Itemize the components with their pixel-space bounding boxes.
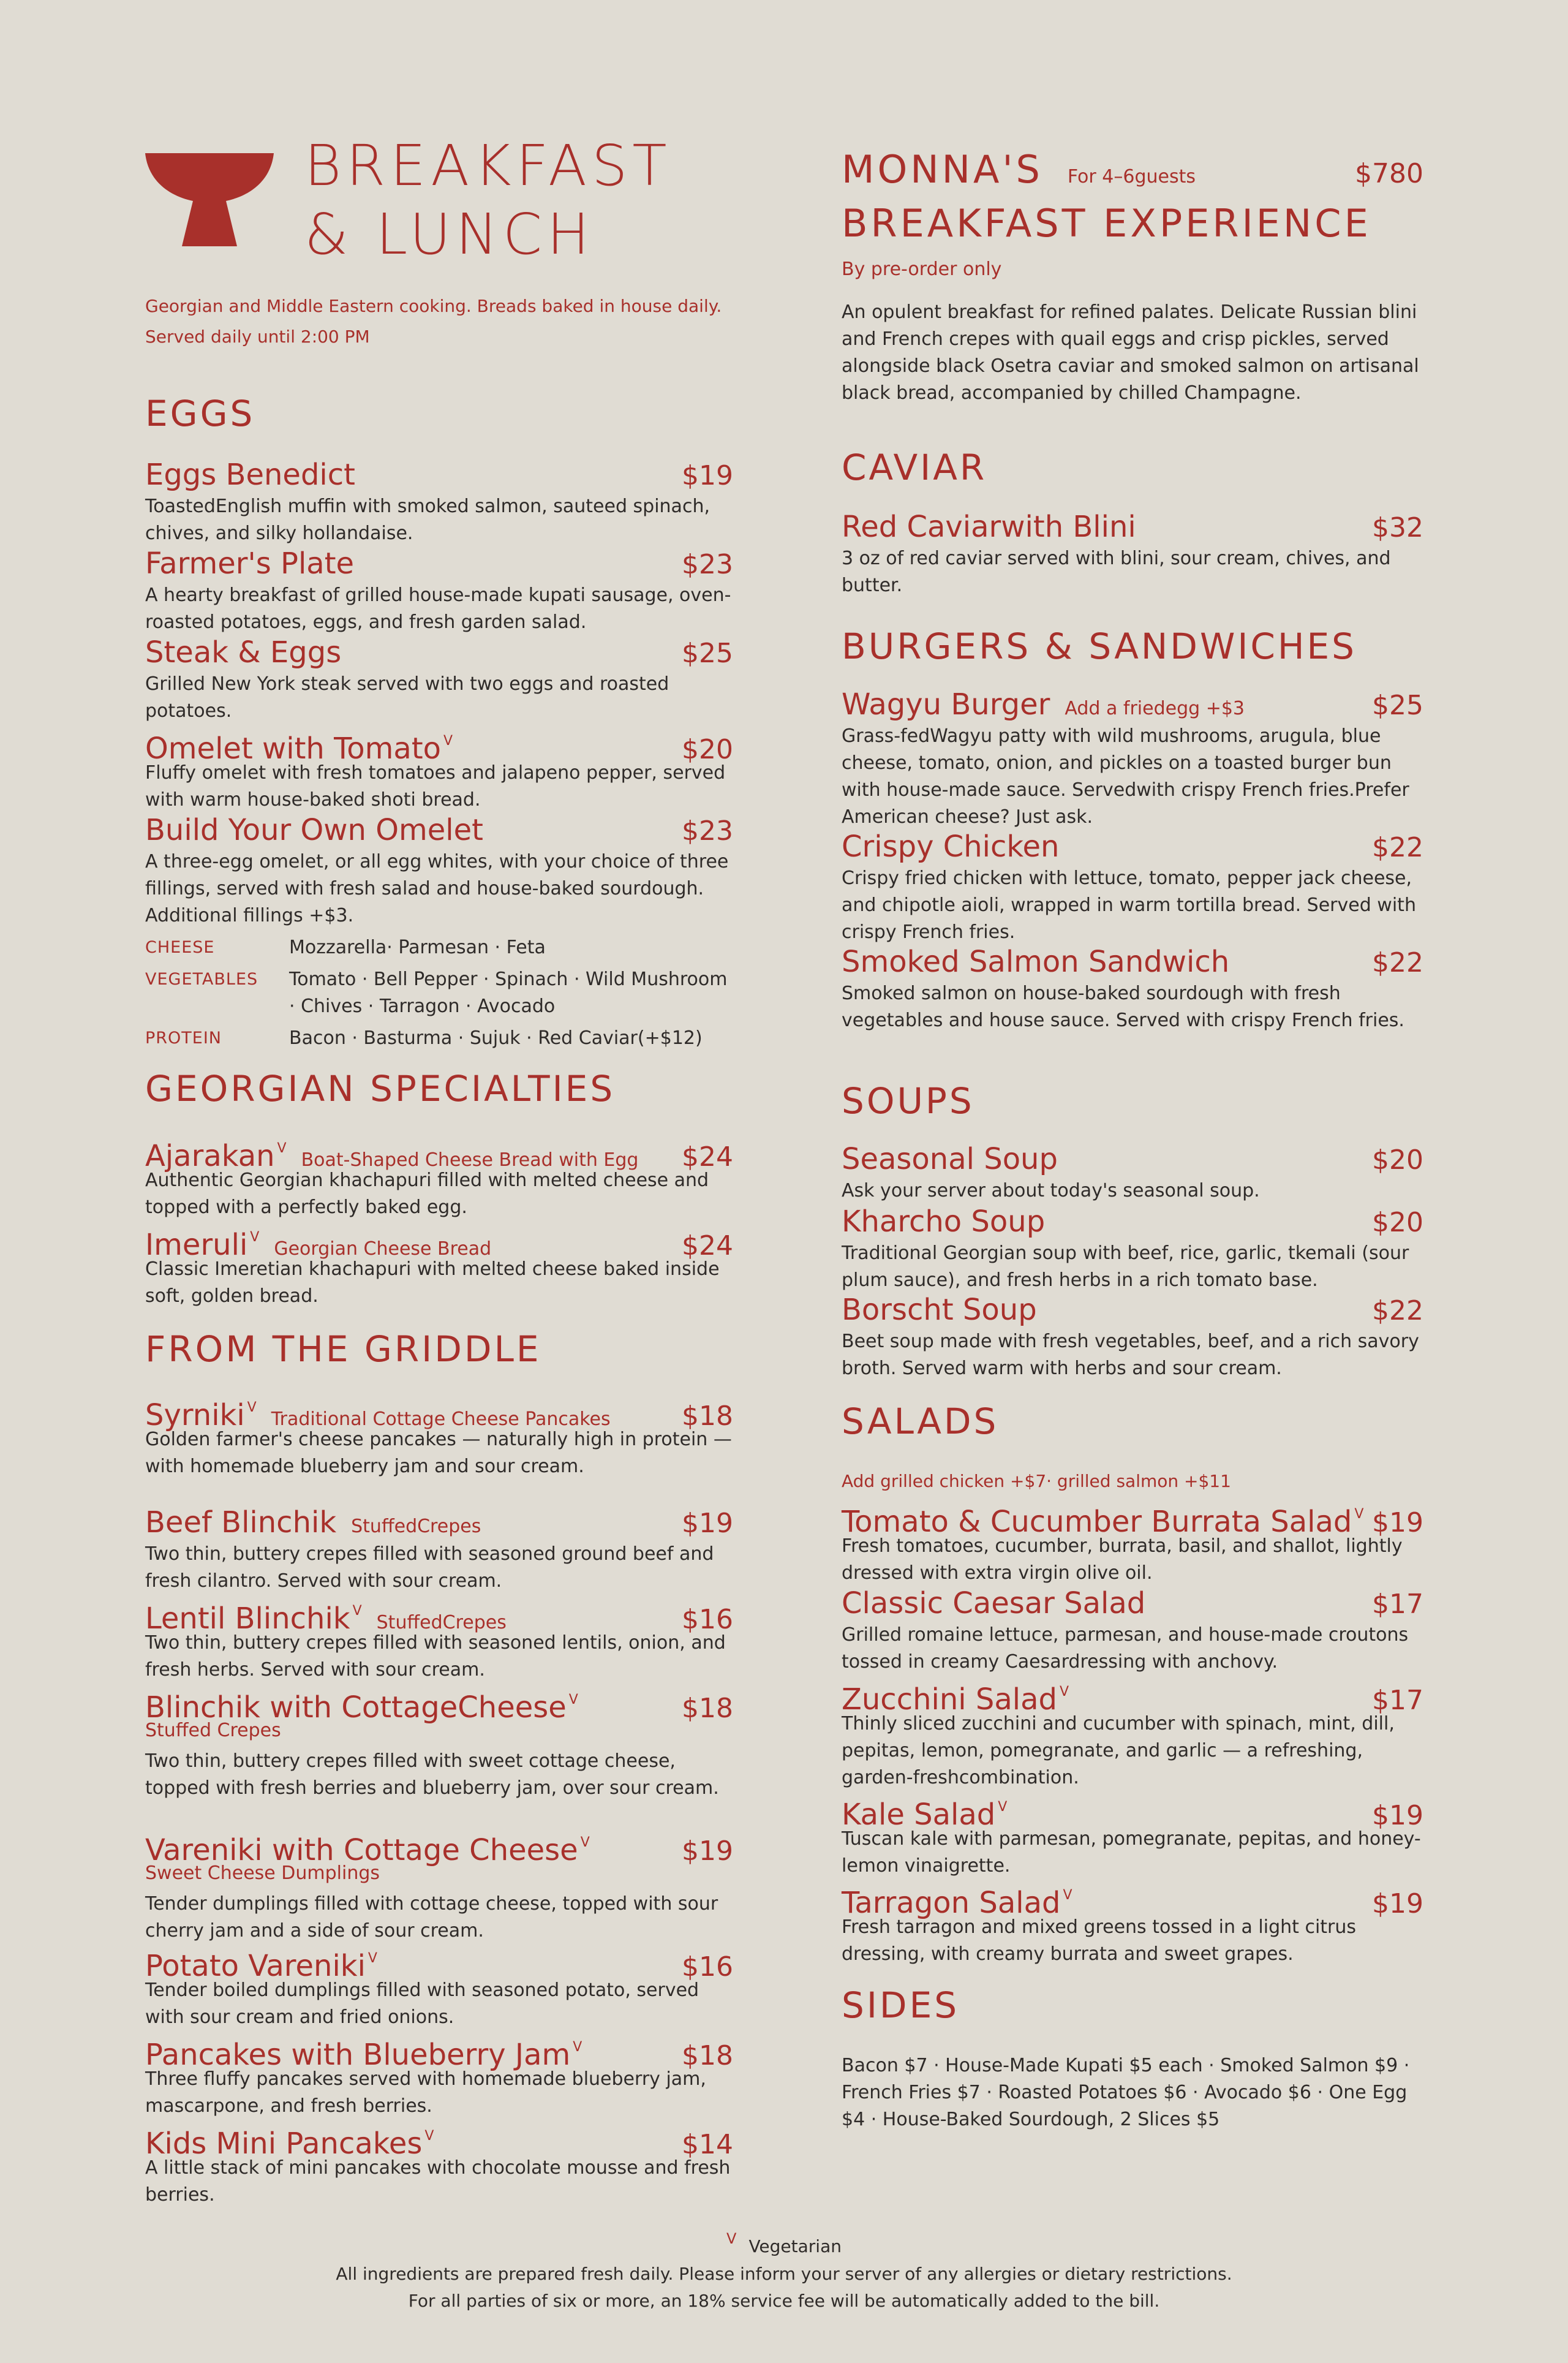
served-hours: Served daily until 2:00 PM xyxy=(145,327,370,347)
item-name: Build Your Own Omelet xyxy=(145,813,483,847)
filling-row xyxy=(145,966,733,1020)
item-description: Traditional Georgian soup with beef, rice, garlic, tkemali (sour plum sauce), and fresh herbs in a rich tomato base. xyxy=(842,1242,1409,1291)
item-name: Syrniki $^V$ xyxy=(145,1398,257,1432)
menu-item xyxy=(842,686,1423,831)
section-title: SALADS xyxy=(842,1401,999,1442)
item-name: Steak & Eggs xyxy=(145,635,342,670)
item-description: A hearty breakfast of grilled house-made kupati sausage, oven-roasted potatoes, eggs, and fresh garden salad. xyxy=(145,584,731,633)
item-name: Eggs Benedict xyxy=(145,458,355,492)
menu-item xyxy=(145,1682,733,1802)
restaurant-logo xyxy=(145,153,274,246)
item-description: Three fluffy pancakes served with homemade blueberry jam, mascarpone, and fresh berries. xyxy=(145,2068,706,2117)
menu-item xyxy=(145,2118,733,2209)
menu-item xyxy=(842,1877,1423,1968)
section-burgers xyxy=(842,625,1423,668)
item-name: Classic Caesar Salad xyxy=(842,1586,1146,1620)
vegetarian-legend xyxy=(0,2225,1568,2260)
vegetarian-mark: V xyxy=(1059,1684,1069,1699)
item-price: $24 xyxy=(682,1141,733,1173)
title-line-2: & LUNCH xyxy=(304,202,595,267)
item-description: Fresh tomatoes, cucumber, burrata, basil, and shallot, lightly dressed with extra virgin olive oil. xyxy=(842,1535,1403,1584)
filling-label: VEGETABLES xyxy=(145,970,258,989)
monna-preorder: By pre-order only xyxy=(842,259,1002,280)
item-price: $22 xyxy=(1372,947,1423,978)
item-price: $18 xyxy=(682,2040,733,2071)
item-price: $20 xyxy=(682,734,733,765)
menu-item xyxy=(842,1585,1423,1676)
menu-item xyxy=(145,1593,733,1684)
item-price: $24 xyxy=(682,1230,733,1261)
item-description: Two thin, buttery crepes filled with sweet cottage cheese, topped with fresh berries and blueberry jam, over sour cream. xyxy=(145,1750,719,1799)
item-price: $23 xyxy=(682,815,733,847)
menu-item xyxy=(145,812,733,929)
vegetarian-mark: V xyxy=(573,2040,582,2055)
item-name: Ajarakan $^V$ xyxy=(145,1139,287,1173)
title-line-1: BREAKFAST xyxy=(304,133,672,198)
menu-item xyxy=(145,1504,733,1595)
item-description: A three-egg omelet, or all egg whites, with your choice of three fillings, served with fresh salad and house-baked sourdough. Additional fillings +$3. xyxy=(145,851,729,926)
item-price: $25 xyxy=(682,638,733,669)
item-description: ToastedEnglish muffin with smoked salmon, sauteed spinach, chives, and silky hollandaise. xyxy=(145,496,710,544)
menu-item xyxy=(842,1674,1423,1791)
vegetarian-label: Vegetarian xyxy=(748,2236,842,2256)
filling-row xyxy=(145,1025,733,1052)
item-name: Red Caviarwith Blini xyxy=(842,510,1136,544)
vegetarian-mark: V xyxy=(368,1951,377,1966)
item-price: $20 xyxy=(1372,1207,1423,1238)
menu-item xyxy=(145,1130,733,1221)
item-name: Lentil Blinchik $^V$ xyxy=(145,1601,362,1636)
item-price: $22 xyxy=(1372,832,1423,863)
item-description: 3 oz of red caviar served with blini, sour cream, chives, and butter. xyxy=(842,548,1391,596)
menu-item xyxy=(842,1141,1423,1204)
item-name: Vareniki with Cottage Cheese $^V$ xyxy=(145,1833,590,1867)
item-description: Smoked salmon on house-baked sourdough with fresh vegetables and house sauce. Served with crispy French fries. xyxy=(842,983,1404,1031)
item-description: Tuscan kale with parmesan, pomegranate, pepitas, and honey-lemon vinaigrette. xyxy=(842,1828,1421,1877)
section-soups xyxy=(842,1079,1423,1122)
item-description: Grilled romaine lettuce, parmesan, and house-made croutons tossed in creamy Caesardressing with anchovy. xyxy=(842,1624,1409,1673)
item-name: Borscht Soup xyxy=(842,1293,1037,1327)
section-title: CAVIAR xyxy=(842,447,987,488)
item-name: Kids Mini Pancakes $^V$ xyxy=(145,2127,434,2161)
vegetarian-mark: V xyxy=(726,2230,737,2247)
item-price: $19 xyxy=(682,1836,733,1867)
item-name: Potato Vareniki $^V$ xyxy=(145,1949,377,1983)
item-description: Tender dumplings filled with cottage cheese, topped with sour cherry jam and a side of sour cream. xyxy=(145,1893,718,1941)
footer-note-2: For all parties of six or more, an 18% service fee will be automatically added to the bill. xyxy=(408,2291,1160,2311)
filling-label: CHEESE xyxy=(145,938,215,957)
vegetarian-mark: V xyxy=(277,1141,287,1156)
item-price: $19 xyxy=(1372,1800,1423,1831)
menu-item xyxy=(842,509,1423,599)
item-description: Beet soup made with fresh vegetables, beef, and a rich savory broth. Served warm with herbs and sour cream. xyxy=(842,1331,1419,1379)
monna-experience xyxy=(842,147,1423,407)
item-price: $22 xyxy=(1372,1295,1423,1326)
section-title: GEORGIAN SPECIALTIES xyxy=(145,1068,616,1110)
vegetarian-mark: V xyxy=(1354,1507,1364,1522)
item-name: Kharcho Soup xyxy=(842,1204,1046,1239)
omelet-fillings xyxy=(145,934,733,1052)
menu-item xyxy=(145,634,733,725)
item-subtitle: StuffedCrepes xyxy=(376,1612,507,1633)
item-description: Fresh tarragon and mixed greens tossed in a light citrus dressing, with creamy burrata and sweet grapes. xyxy=(842,1916,1357,1965)
item-description: Golden farmer's cheese pancakes — naturally high in protein — with homemade blueberry jam and sour cream. xyxy=(145,1429,732,1477)
item-price: $17 xyxy=(1372,1685,1423,1716)
item-description: Authentic Georgian khachapuri filled with melted cheese and topped with a perfectly baked egg. xyxy=(145,1170,709,1218)
item-name: Tomato & Cucumber Burrata Salad $^V$ xyxy=(842,1505,1364,1539)
item-price: $14 xyxy=(682,2129,733,2160)
item-description: Two thin, buttery crepes filled with seasoned lentils, onion, and fresh herbs. Served with sour cream. xyxy=(145,1632,726,1681)
monna-guests: For 4–6guests xyxy=(1067,166,1196,187)
item-description: Two thin, buttery crepes filled with seasoned ground beef and fresh cilantro. Served with sour cream. xyxy=(145,1543,714,1592)
item-price: $18 xyxy=(682,1693,733,1724)
filling-values: Tomato · Bell Pepper · Spinach · Wild Mushroom · Chives · Tarragon · Avocado xyxy=(289,969,728,1017)
section-caviar xyxy=(842,446,1423,489)
item-price: $32 xyxy=(1372,512,1423,543)
menu-item xyxy=(842,1496,1423,1587)
filling-row xyxy=(145,934,733,961)
menu-item xyxy=(842,1789,1423,1880)
item-description: Grass-fedWagyu patty with wild mushrooms, arugula, blue cheese, tomato, onion, and pickles on a toasted burger bun with house-made sauce. Servedwith crispy French fries.Prefer American cheese? Just ask. xyxy=(842,725,1409,828)
item-name: Blinchik with CottageCheese $^V$ xyxy=(145,1690,578,1725)
menu-item xyxy=(842,1203,1423,1294)
item-name: Seasonal Soup xyxy=(842,1142,1058,1176)
section-salads xyxy=(842,1400,1423,1443)
item-name: Farmer's Plate xyxy=(145,546,355,581)
filling-values: Mozzarella· Parmesan · Feta xyxy=(289,937,546,958)
item-price: $19 xyxy=(1372,1888,1423,1919)
page-title xyxy=(304,132,770,269)
item-price: $19 xyxy=(1372,1507,1423,1538)
monna-title-line-1: MONNA'S xyxy=(842,147,1043,192)
item-description: Crispy fried chicken with lettuce, tomato, pepper jack cheese, and chipotle aioli, wrapped in warm tortilla bread. Served with crispy French fries. xyxy=(842,868,1416,943)
item-price: $18 xyxy=(682,1401,733,1432)
item-price: $19 xyxy=(682,460,733,491)
filling-values: Bacon · Basturma · Sujuk · Red Caviar(+$12) xyxy=(289,1027,703,1049)
filling-label: PROTEIN xyxy=(145,1029,222,1048)
section-title: EGGS xyxy=(145,393,255,434)
item-name: Imeruli $^V$ xyxy=(145,1228,260,1262)
item-name: Beef Blinchik xyxy=(145,1505,337,1540)
item-subtitle: Traditional Cottage Cheese Pancakes xyxy=(271,1408,611,1430)
vegetarian-mark: V xyxy=(1063,1888,1072,1903)
item-description: Thinly sliced zucchini and cucumber with spinach, mint, dill, pepitas, lemon, pomegranate, and garlic — a refreshing, garden-freshcombination. xyxy=(842,1713,1395,1788)
section-georgian xyxy=(145,1067,733,1110)
vegetarian-mark: V xyxy=(250,1230,260,1245)
vegetarian-mark: V xyxy=(568,1692,578,1707)
item-subtitle: Georgian Cheese Bread xyxy=(274,1238,492,1260)
item-name: Crispy Chicken xyxy=(842,830,1060,864)
item-subtitle: Add a friedegg +$3 xyxy=(1065,698,1245,719)
item-price: $19 xyxy=(682,1508,733,1539)
item-description: A little stack of mini pancakes with chocolate mousse and fresh berries. xyxy=(145,2157,731,2206)
item-description: Grilled New York steak served with two eggs and roasted potatoes. xyxy=(145,673,669,722)
menu-item xyxy=(145,1219,733,1310)
menu-item xyxy=(145,723,733,814)
footer-note-1: All ingredients are prepared fresh daily. Please inform your server of any allergies or dietary restrictions. xyxy=(336,2264,1232,2284)
monna-price: $780 xyxy=(1355,158,1423,189)
menu-item xyxy=(145,1824,733,1945)
section-title: BURGERS & SANDWICHES xyxy=(842,626,1357,667)
menu-item xyxy=(842,943,1423,1034)
item-name: Omelet with Tomato $^V$ xyxy=(145,732,453,766)
section-eggs xyxy=(145,392,733,435)
item-subtitle: StuffedCrepes xyxy=(351,1516,481,1537)
section-griddle xyxy=(145,1328,733,1371)
item-name: Wagyu Burger xyxy=(842,687,1050,722)
menu-item xyxy=(145,1389,733,1480)
item-price: $16 xyxy=(682,1604,733,1635)
item-name: Pancakes with Blueberry Jam $^V$ xyxy=(145,2038,582,2072)
item-name: Kale Salad $^V$ xyxy=(842,1798,1008,1832)
monna-title-line-2: BREAKFAST EXPERIENCE xyxy=(842,201,1371,246)
item-subtitle: Sweet Cheese Dumplings xyxy=(145,1862,380,1884)
item-name: Smoked Salmon Sandwich xyxy=(842,945,1230,979)
menu-item xyxy=(145,2029,733,2120)
vegetarian-mark: V xyxy=(580,1835,590,1850)
section-sides xyxy=(842,1984,1423,2027)
menu-item xyxy=(145,456,733,547)
vegetarian-mark: V xyxy=(247,1400,257,1415)
vegetarian-mark: V xyxy=(424,2128,434,2144)
vegetarian-mark: V xyxy=(998,1799,1008,1815)
salad-addon-note: Add grilled chicken +$7· grilled salmon +$11 xyxy=(842,1471,1231,1491)
vegetarian-mark: V xyxy=(352,1603,362,1619)
item-name: Zucchini Salad $^V$ xyxy=(842,1682,1069,1717)
item-description: Classic Imeretian khachapuri with melted cheese baked inside soft, golden bread. xyxy=(145,1258,720,1307)
item-price: $25 xyxy=(1372,690,1423,721)
intro-text: Georgian and Middle Eastern cooking. Breads baked in house daily. xyxy=(145,296,722,316)
item-price: $17 xyxy=(1372,1589,1423,1620)
item-price: $23 xyxy=(682,549,733,580)
monna-description: An opulent breakfast for refined palates. Delicate Russian blini and French crepes with quail eggs and crisp pickles, served alongside black Osetra caviar and smoked salmon on artisanal black bread, accompanied by chilled Champagne. xyxy=(842,301,1419,404)
menu-item xyxy=(145,1940,733,2031)
section-title: SOUPS xyxy=(842,1080,974,1122)
item-subtitle: Boat-Shaped Cheese Bread with Egg xyxy=(301,1149,639,1171)
item-name: Tarragon Salad $^V$ xyxy=(842,1886,1072,1920)
item-description: Ask your server about today's seasonal soup. xyxy=(842,1180,1260,1201)
intro xyxy=(145,293,733,350)
menu-item xyxy=(842,1291,1423,1382)
section-title: FROM THE GRIDDLE xyxy=(145,1328,541,1370)
item-description: Fluffy omelet with fresh tomatoes and jalapeno pepper, served with warm house-baked shoti bread. xyxy=(145,762,726,811)
menu-item xyxy=(842,828,1423,946)
section-title: SIDES xyxy=(842,1984,960,2026)
item-price: $16 xyxy=(682,1951,733,1983)
vegetarian-mark: V xyxy=(443,733,453,749)
menu-item xyxy=(145,545,733,636)
item-description: Tender boiled dumplings filled with seasoned potato, served with sour cream and fried onions. xyxy=(145,1979,699,2028)
item-subtitle: Stuffed Crepes xyxy=(145,1720,281,1741)
sides-list: Bacon $7 · House-Made Kupati $5 each · Smoked Salmon $9 · French Fries $7 · Roasted Potatoes $6 · Avocado $6 · One Egg $4 · House-Baked Sourdough, 2 Slices $5 xyxy=(842,2055,1410,2130)
item-price: $20 xyxy=(1372,1144,1423,1176)
